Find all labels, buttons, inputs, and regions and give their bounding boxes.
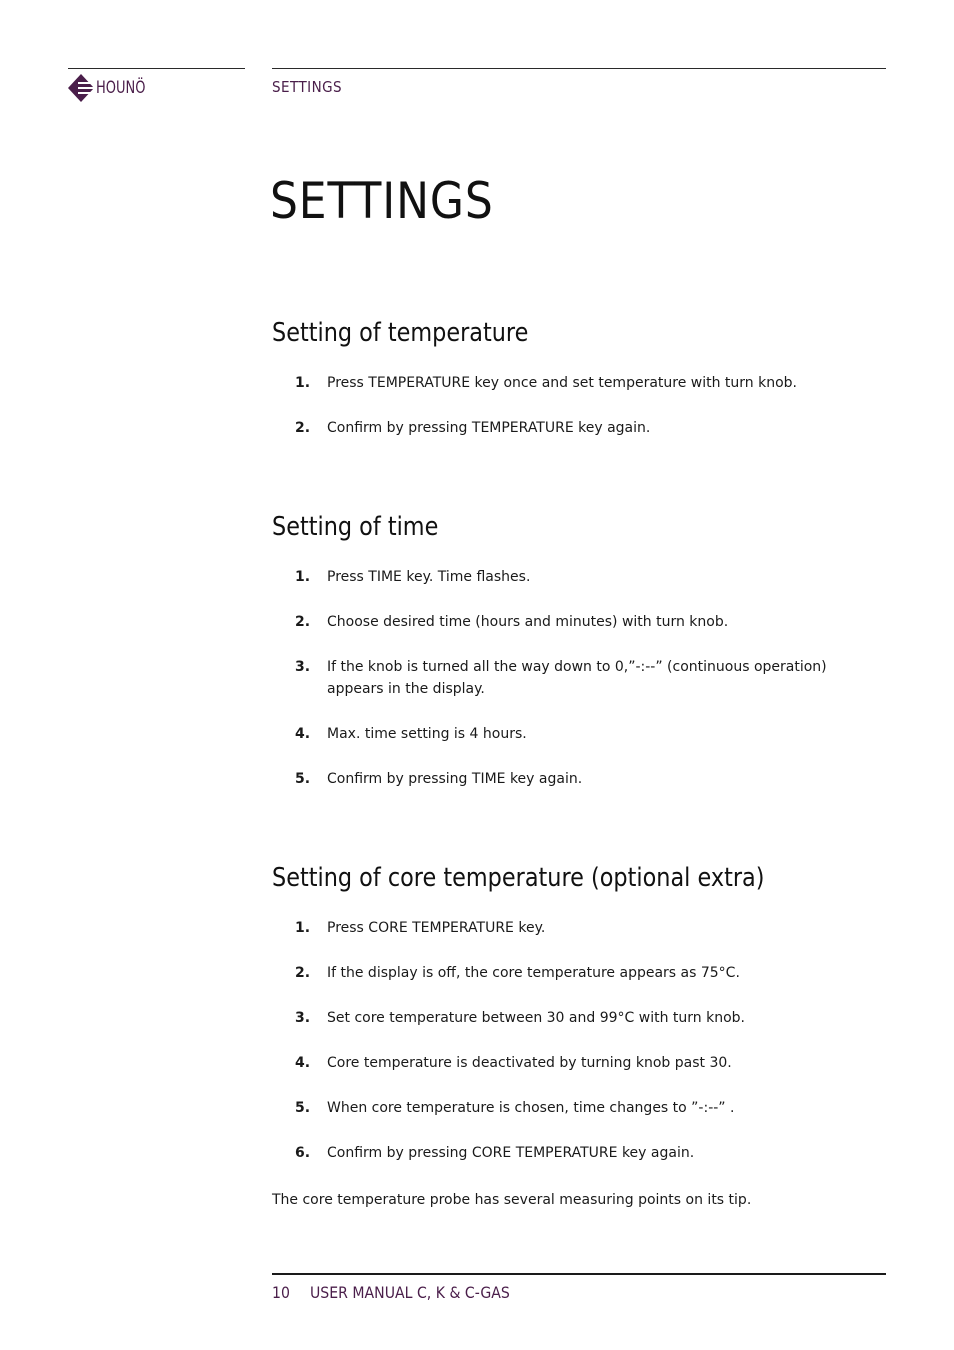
step-text: Confirm by pressing CORE TEMPERATURE key again. [327,1145,695,1161]
section-heading: Setting of core temperature (optional extra) [272,863,765,893]
footer-rule [272,1273,886,1275]
step-text: Press TIME key. Time flashes. [327,569,531,585]
hourglass-logo-icon [68,74,94,102]
section-setting-of-time [272,512,872,790]
step-list [272,917,872,1164]
list-item [272,656,872,700]
section-setting-of-core-temperature [272,863,872,1164]
page-footer [272,1283,537,1302]
step-number: 5. [295,771,311,787]
header-rule-right [272,68,886,69]
header-rule-left [68,68,245,69]
step-text: Set core temperature between 30 and 99°C with turn knob. [327,1010,745,1026]
brand-logo-text: HOUNÖ [96,78,146,98]
step-text: If the display is off, the core temperature appears as 75°C. [327,965,740,981]
step-number: 6. [295,1145,311,1161]
step-number: 3. [295,659,311,675]
step-number: 2. [295,614,311,630]
step-number: 4. [295,726,311,742]
list-item [272,372,872,394]
step-list [272,566,872,790]
section-setting-of-temperature [272,318,872,439]
list-item [272,768,872,790]
step-number: 4. [295,1055,311,1071]
page-number: 10 [272,1283,290,1302]
step-number: 1. [295,375,311,391]
list-item [272,1097,872,1119]
step-number: 2. [295,420,311,436]
brand-logo [68,74,154,102]
step-text: Press CORE TEMPERATURE key. [327,920,546,936]
page-title: SETTINGS [270,172,494,230]
step-text: Choose desired time (hours and minutes) with turn knob. [327,614,729,630]
step-text: When core temperature is chosen, time changes to ”-:--” . [327,1100,735,1116]
list-item [272,1007,872,1029]
list-item [272,417,872,439]
step-number: 1. [295,569,311,585]
list-item [272,723,872,745]
list-item [272,917,872,939]
step-text: Core temperature is deactivated by turning knob past 30. [327,1055,732,1071]
section-heading: Setting of temperature [272,318,529,348]
list-item [272,611,872,633]
step-text: Confirm by pressing TIME key again. [327,771,583,787]
running-header: SETTINGS [272,78,343,96]
step-text: Confirm by pressing TEMPERATURE key again. [327,420,651,436]
list-item [272,1142,872,1164]
step-text: Press TEMPERATURE key once and set temperature with turn knob. [327,375,798,391]
list-item [272,962,872,984]
list-item [272,566,872,588]
step-number: 1. [295,920,311,936]
step-list [272,372,872,439]
probe-note: The core temperature probe has several measuring points on its tip. [272,1192,752,1208]
list-item [272,1052,872,1074]
step-number: 3. [295,1010,311,1026]
step-text: If the knob is turned all the way down to 0,”-:--” (continuous operation) appears in the display. [327,659,827,697]
step-text: Max. time setting is 4 hours. [327,726,527,742]
step-number: 2. [295,965,311,981]
section-heading: Setting of time [272,512,439,542]
step-number: 5. [295,1100,311,1116]
footer-title: USER MANUAL C, K & C-GAS [310,1283,511,1302]
